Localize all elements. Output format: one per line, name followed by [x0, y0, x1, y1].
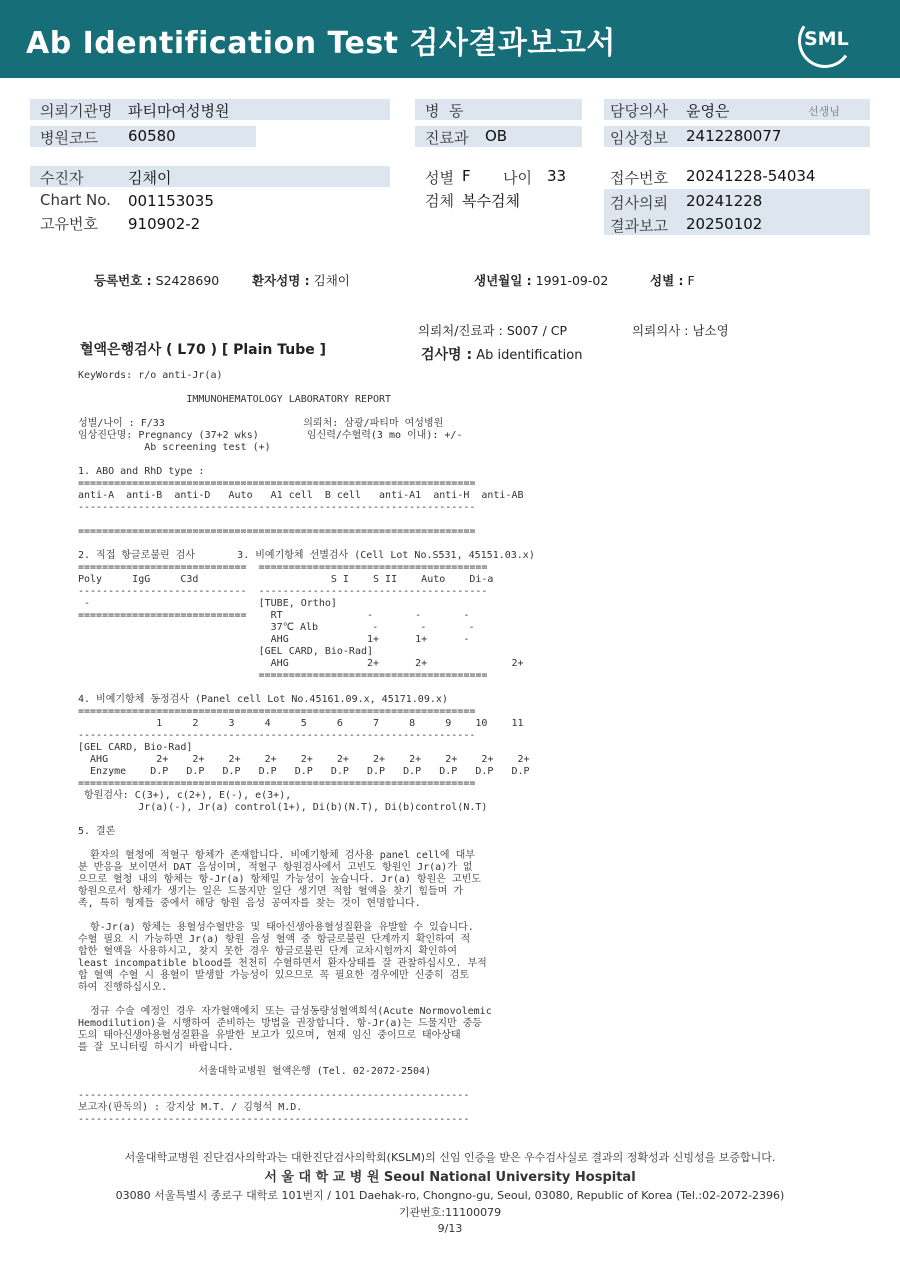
- report-title: Ab Identification Test 검사결과보고서: [26, 26, 616, 61]
- test-name: 검사명 : Ab identification: [421, 347, 583, 363]
- hosp-code-value: 60580: [128, 127, 176, 145]
- dob: 생년월일 : 1991-09-02: [474, 273, 609, 288]
- test-title: 혈액은행검사 ( L70 ) [ Plain Tube ]: [80, 342, 327, 358]
- dept-label: 진료과: [425, 129, 469, 147]
- doctor-suffix: 선생님: [808, 105, 840, 118]
- receipt-value: 20241228-54034: [686, 167, 816, 185]
- footer-hospital: 서 울 대 학 교 병 원 Seoul National University Hospital: [264, 1170, 636, 1185]
- req-date-value: 20241228: [686, 192, 763, 210]
- req-org-value: 파티마여성병원: [128, 102, 230, 120]
- hosp-code-label: 병원코드: [40, 129, 98, 147]
- report-date-label: 결과보고: [610, 217, 668, 235]
- footer-page: 9/13: [437, 1222, 463, 1235]
- receipt-label: 접수번호: [610, 169, 668, 187]
- logo-text: SML: [804, 28, 849, 50]
- doctor-value: 윤영은: [686, 102, 730, 120]
- sex: 성별 : F: [650, 273, 695, 288]
- report-header: [0, 0, 900, 78]
- footer-org-no: 기관번호:11100079: [398, 1206, 502, 1219]
- clinical-value: 2412280077: [686, 127, 782, 145]
- lab-report-text: KeyWords: r/o anti-Jr(a) IMMUNOHEMATOLOGY LABORATORY REPORT 성별/나이 : F/33 의뢰처: 삼광/파티마 여성병원 임상진단명: Pregnancy (37+2 wks) 임신력/수혈력(3 mo 이내): +/- Ab screening test (+) 1. ABO and RhD type : ================================================================== anti-A anti-B anti-D Auto A1 cell B cell anti-A1 anti-H anti-AB ------------------------------------------------------------------ ================================================================== 2. 직접 항글로불린 검사 3. 비예기항체 선별검사 (Cell Lot No.S531, 45151.03.x) ============================ ====================================== Poly IgG C3d S I S II Auto Di-a ---------------------------- -------------------------------------- - [TUBE, Ortho] ============================ RT - - - 37℃ Alb - - - AHG 1+ 1+ - [GEL CARD, Bio-Rad] AHG 2+ 2+ 2+ ====================================== 4. 비예기항체 동정검사 (Panel cell Lot No.45161.09.x, 45171.09.x) ================================================================== 1 2 3 4 5 6 7 8 9 10 11 ------------------------------------------------------------------ [GEL CARD, Bio-Rad] AHG 2+ 2+ 2+ 2+ 2+ 2+ 2+ 2+ 2+ 2+ 2+ Enzyme D.P D.P D.P D.P D.P D.P D.P D.P D.P D.P D.P ================================================================== 항원검사: C(3+), c(2+), E(-), e(3+), Jr(a)(-), Jr(a) control(1+), Di(b)(N.T), Di(b)control(N.T) 5. 결론 환자의 혈청에 적혈구 항체가 존재합니다. 비예기항체 검사용 panel cell에 대부 분 반응을 보이면서 DAT 음성이며, 적혈구 항원검사에서 고빈도 항원인 Jr(a)가 없 으므로 혈청 내의 항체는 항-Jr(a) 항체일 가능성이 높습니다. Jr(a) 항원은 고빈도 항원으로서 항체가 생기는 일은 드물지만 일단 생기면 적합 혈액을 찾기 힘들며 가 족, 특히 형제들 중에서 해당 항원 음성 공여자를 찾는 것이 현명합니다. 항-Jr(a) 항체는 용혈성수혈반응 및 태아신생아용혈성질환을 유발할 수 있습니다. 수혈 필요 시 가능하면 Jr(a) 항원 음성 혈액 중 항글로불린 단계까지 확인하여 적 합한 혈액을 사용하시고, 찾지 못한 경우 항글로불린 단계 교차시험까지 확인하여 least incompatible blood를 천천히 수혈하면서 환자상태를 잘 관찰하십시오. 부적 합 혈액 수혈 시 용혈이 발생할 가능성이 있으므로 꼭 필요한 경우에만 신중히 검토 하여 진행하십시오. 정규 수술 예정인 경우 자가혈액예치 또는 급성동량성혈액희석(Acute Normovolemic Hemodilution)을 시행하여 준비하는 방법을 권장합니다. 항-Jr(a)는 드물지만 중등 도의 태아신생아용혈성질환을 유발한 보고가 있으며, 현재 임신 중이므로 태아상태 를 잘 모니터링 하시기 바랍니다. 서울대학교병원 혈액은행 (Tel. 02-2072-2504) ----------------------------------------------------------------- 보고자(판독의) : 강지상 M.T. / 김형석 M.D. -----------------------------------------------------------------: [78, 370, 535, 1125]
- req-date-label: 검사의뢰: [610, 194, 668, 212]
- ward-label: 병 동: [425, 102, 464, 120]
- chart-value: 001153035: [128, 192, 214, 210]
- clinical-label: 임상정보: [610, 129, 668, 147]
- patient-label: 수진자: [40, 169, 84, 187]
- age-value: 33: [547, 167, 567, 185]
- age-label: 나이: [503, 169, 532, 187]
- report-date-value: 20250102: [686, 215, 763, 233]
- dept-value: OB: [485, 127, 508, 145]
- specimen-value: 복수검체: [462, 192, 520, 210]
- sex-label: 성별: [425, 169, 454, 187]
- footer-cert: 서울대학교병원 진단검사의학과는 대한진단검사의학회(KSLM)의 신임 인증을 받은 우수검사실로 결과의 정확성과 신빙성을 보증합니다.: [124, 1151, 776, 1164]
- req-org-label: 의뢰기관명: [40, 102, 113, 120]
- specimen-label: 검체: [425, 192, 454, 210]
- patient-name: 환자성명 : 김채이: [252, 273, 350, 288]
- doctor-label: 담당의사: [610, 102, 668, 120]
- sml-logo: [798, 14, 852, 68]
- patient-value: 김채이: [128, 169, 172, 187]
- dept-line: 의뢰처/진료과 : S007 / CP: [418, 323, 568, 338]
- unique-label: 고유번호: [40, 215, 98, 233]
- chart-label: Chart No.: [40, 191, 111, 209]
- unique-value: 910902-2: [128, 215, 201, 233]
- sex-value: F: [462, 167, 471, 185]
- info-band-patient: [30, 166, 390, 187]
- doctor-line: 의뢰의사 : 남소영: [632, 323, 729, 338]
- footer-address: 03080 서울특별시 종로구 대학로 101번지 / 101 Daehak-ro, Chongno-gu, Seoul, 03080, Republic of Korea (Tel.:02-2072-2396): [115, 1189, 785, 1202]
- reg-no: 등록번호 : S2428690: [94, 273, 220, 288]
